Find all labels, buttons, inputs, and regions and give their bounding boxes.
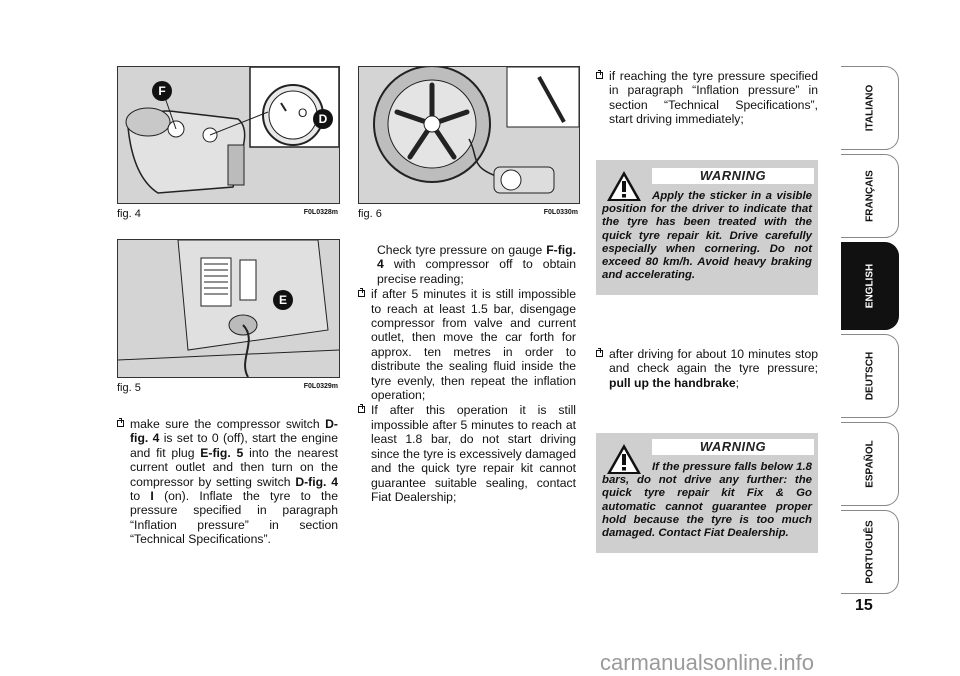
caption-text: fig. 4 bbox=[117, 208, 141, 220]
text: make sure the compressor switch bbox=[130, 417, 326, 431]
tab-english[interactable] bbox=[841, 242, 899, 330]
figure-6-wheel bbox=[358, 66, 580, 204]
gauge-instruction bbox=[358, 243, 576, 286]
bold-ref: F-fig. 4 bbox=[377, 243, 576, 272]
tab-italiano[interactable] bbox=[841, 66, 899, 150]
bullet-still-impossible bbox=[358, 403, 576, 504]
bullet-check-again bbox=[596, 347, 818, 390]
figure-5-outlet bbox=[117, 239, 340, 378]
warning-box-2 bbox=[596, 433, 818, 553]
text: (on). Inflate the tyre to the pressure specified in paragraph “Inflation pressure” in section “Technical Specifications”. bbox=[130, 489, 338, 547]
warning-title: WARNING bbox=[652, 439, 814, 455]
figure-code: F0L0328m bbox=[303, 209, 338, 216]
warning-box-1 bbox=[596, 160, 818, 295]
tab-label: PORTUGUÊS bbox=[864, 520, 875, 584]
figure-code: F0L0329m bbox=[303, 383, 338, 390]
tab-portugues[interactable] bbox=[841, 510, 899, 594]
label-f: F bbox=[152, 81, 172, 101]
svg-text:O: O bbox=[298, 106, 308, 120]
bold-ref: D-fig. 4 bbox=[295, 474, 338, 489]
text: Check tyre pressure on gauge bbox=[377, 243, 547, 257]
checkbox-bullet-icon bbox=[596, 350, 603, 357]
warning-text: Apply the sticker in a visible position for the driver to indicate that the tyre has been treated with the quick tyre repair kit. Drive carefully especially when cornering. Do not exceed 80 km/h. Avoid heavy braking and accelerating. bbox=[602, 190, 812, 282]
checkbox-bullet-icon bbox=[358, 290, 365, 297]
compressor-illustration bbox=[118, 67, 339, 203]
text: with compressor off to obtain precise reading; bbox=[377, 257, 576, 286]
watermark[interactable]: carmanualsonline.info bbox=[600, 650, 815, 675]
page-number: 15 bbox=[855, 597, 873, 614]
bullet-five-minutes bbox=[358, 287, 576, 402]
text: If after this operation it is still impossible after 5 minutes to reach at least 1.8 bar, do not start driving since the tyre is excessively damaged and the quick tyre repair kit cannot guarantee suitable sealing, contact Fiat Dealership; bbox=[371, 403, 576, 504]
text: after driving for about 10 minutes stop and check again the tyre pressure; bbox=[609, 347, 818, 376]
text: to bbox=[130, 489, 151, 504]
figure-code: F0L0330m bbox=[543, 209, 578, 216]
outlet-illustration bbox=[118, 240, 339, 377]
tab-label: DEUTSCH bbox=[864, 351, 875, 401]
text: ; bbox=[735, 375, 740, 390]
text: is set to 0 (off), start the engine and fit plug bbox=[130, 431, 338, 460]
warning-text: If the pressure falls below 1.8 bars, do not drive any further: the quick tyre repair kit Fix & Go automatic cannot guarantee proper hold because the tyre is too much damaged. Contact Fiat Dealership. bbox=[602, 461, 812, 540]
figure-4-compressor bbox=[117, 66, 340, 204]
column-3-bullet-handbrake bbox=[596, 347, 818, 390]
label-e: E bbox=[273, 290, 293, 310]
tab-deutsch[interactable] bbox=[841, 334, 899, 418]
checkbox-bullet-icon bbox=[596, 72, 603, 79]
tab-francais[interactable] bbox=[841, 154, 899, 238]
text: if after 5 minutes it is still impossible to reach at least 1.5 bar, disengage compressor from valve and current outlet, then move the car forth for approx. ten metres in order to distribute the sealing fluid inside the tyre evenly, then repeat the inflation operation; bbox=[371, 287, 576, 403]
column-1-text bbox=[117, 417, 338, 547]
text: if reaching the tyre pressure specified in paragraph “Inflation pressure” in section “Technical Specifications”, start driving immediately; bbox=[609, 69, 818, 127]
bullet-compressor-switch bbox=[117, 417, 338, 547]
tab-label: ESPAÑOL bbox=[864, 440, 875, 488]
bold-ref: I bbox=[150, 489, 154, 504]
figure-5-caption bbox=[117, 382, 338, 394]
text: into the nearest current outlet and then turn on the compressor by setting switch bbox=[130, 445, 338, 489]
bold-text: pull up the handbrake bbox=[609, 375, 736, 390]
column-3-bullet-start bbox=[596, 69, 818, 127]
caption-text: fig. 5 bbox=[117, 382, 141, 394]
tab-label: ITALIANO bbox=[864, 84, 875, 132]
tab-label: ENGLISH bbox=[864, 263, 875, 309]
caption-text: fig. 6 bbox=[358, 208, 382, 220]
label-d: D bbox=[313, 109, 333, 129]
bullet-start-driving bbox=[596, 69, 818, 127]
tab-label: FRANÇAIS bbox=[864, 170, 875, 222]
checkbox-bullet-icon bbox=[358, 406, 365, 413]
column-2-text bbox=[358, 243, 576, 504]
figure-4-caption bbox=[117, 208, 338, 220]
bold-ref: E-fig. 5 bbox=[200, 445, 244, 460]
tab-espanol[interactable] bbox=[841, 422, 899, 506]
checkbox-bullet-icon bbox=[117, 420, 124, 427]
wheel-illustration bbox=[359, 67, 579, 203]
warning-title: WARNING bbox=[652, 168, 814, 184]
figure-6-caption bbox=[358, 208, 578, 220]
bold-ref: D-fig. 4 bbox=[130, 417, 338, 446]
